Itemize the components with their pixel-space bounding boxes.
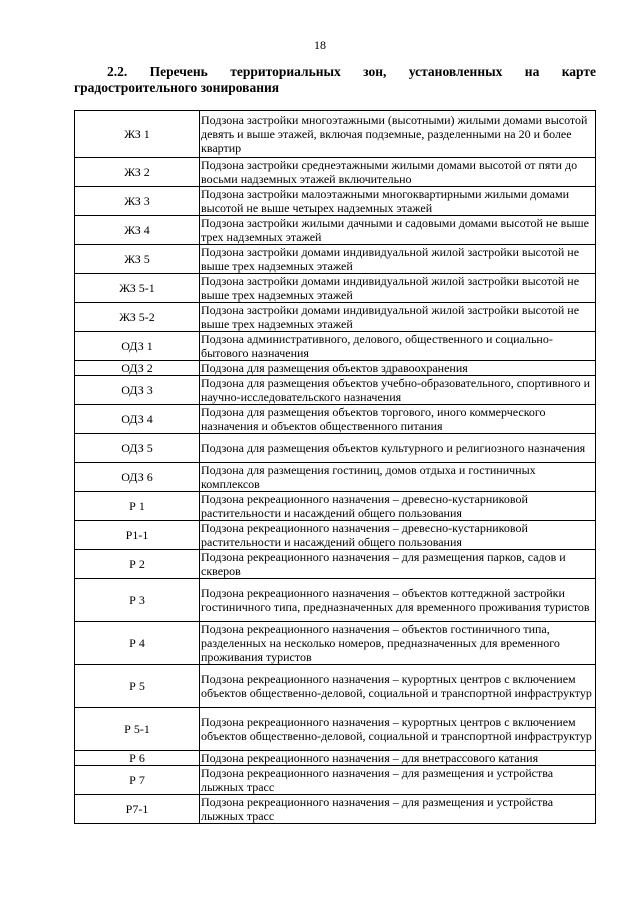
zone-description-cell: Подзона рекреационного назначения – для размещения и устройства лыжных трасс <box>200 795 596 824</box>
heading-line-1 <box>74 64 596 80</box>
table-row <box>75 622 596 665</box>
table-row <box>75 332 596 361</box>
zone-description-cell: Подзона рекреационного назначения – древесно-кустарниковой растительности и насаждений общего пользования <box>200 521 596 550</box>
zone-description-cell: Подзона рекреационного назначения – курортных центров с включением объектов общественно-деловой, социальной и транспортной инфраструктур <box>200 708 596 751</box>
table-row <box>75 434 596 463</box>
zone-code-cell: ЖЗ 5-2 <box>75 303 200 332</box>
zone-code-cell: Р 7 <box>75 766 200 795</box>
zone-code-cell: Р 3 <box>75 579 200 622</box>
zone-code-cell: ЖЗ 1 <box>75 111 200 158</box>
zone-code-cell: ОДЗ 3 <box>75 376 200 405</box>
zone-description-cell: Подзона для размещения объектов культурного и религиозного назначения <box>200 434 596 463</box>
table-row <box>75 795 596 824</box>
table-row <box>75 274 596 303</box>
zone-description-cell: Подзона рекреационного назначения – объектов гостиничного типа, разделенных на несколько номеров, предназначенных для временного проживания туристов <box>200 622 596 665</box>
table-row <box>75 361 596 376</box>
table-row <box>75 579 596 622</box>
table-row <box>75 521 596 550</box>
zone-description-cell: Подзона для размещения объектов здравоохранения <box>200 361 596 376</box>
zone-description-cell: Подзона административного, делового, общественного и социально-бытового назначения <box>200 332 596 361</box>
table-row <box>75 405 596 434</box>
heading-word: Перечень <box>149 64 208 79</box>
zone-code-cell: ОДЗ 2 <box>75 361 200 376</box>
zone-description-cell: Подзона для размещения гостиниц, домов отдыха и гостиничных комплексов <box>200 463 596 492</box>
zone-description-cell: Подзона рекреационного назначения – для внетрассового катания <box>200 751 596 766</box>
table-row <box>75 751 596 766</box>
zone-description-cell: Подзона для размещения объектов торгового, иного коммерческого назначения и объектов общественного питания <box>200 405 596 434</box>
zone-code-cell: Р 5-1 <box>75 708 200 751</box>
zone-description-cell: Подзона застройки домами индивидуальной жилой застройки высотой не выше трех надземных этажей <box>200 274 596 303</box>
table-row <box>75 216 596 245</box>
heading-word: 2.2. <box>107 64 128 79</box>
heading-line-2: градостроительного зонирования <box>74 80 280 95</box>
zone-code-cell: Р7-1 <box>75 795 200 824</box>
zone-description-cell: Подзона рекреационного назначения – для размещения и устройства лыжных трасс <box>200 766 596 795</box>
heading-word: зон, <box>363 64 387 79</box>
zone-code-cell: ЖЗ 5-1 <box>75 274 200 303</box>
zone-description-cell: Подзона застройки домами индивидуальной жилой застройки высотой не выше трех надземных этажей <box>200 303 596 332</box>
zone-code-cell: ЖЗ 5 <box>75 245 200 274</box>
table-row <box>75 303 596 332</box>
table-row <box>75 665 596 708</box>
table-row <box>75 708 596 751</box>
section-heading <box>74 64 596 96</box>
zone-description-cell: Подзона застройки многоэтажными (высотными) жилыми домами высотой девять и выше этажей, включая подземные, разделенными на 20 и более квартир <box>200 111 596 158</box>
table-row <box>75 187 596 216</box>
zone-description-cell: Подзона рекреационного назначения – объектов коттеджной застройки гостиничного типа, предназначенных для временного проживания туристов <box>200 579 596 622</box>
zone-description-cell: Подзона застройки малоэтажными многоквартирными жилыми домами высотой не выше четырех надземных этажей <box>200 187 596 216</box>
table-row <box>75 245 596 274</box>
zone-code-cell: Р 5 <box>75 665 200 708</box>
zone-code-cell: ОДЗ 1 <box>75 332 200 361</box>
zones-table <box>74 110 596 824</box>
zone-code-cell: ЖЗ 3 <box>75 187 200 216</box>
page-number: 18 <box>314 38 326 52</box>
zone-code-cell: Р 2 <box>75 550 200 579</box>
heading-word: территориальных <box>230 64 341 79</box>
zone-code-cell: Р 4 <box>75 622 200 665</box>
zone-description-cell: Подзона застройки жилыми дачными и садовыми домами высотой не выше трех надземных этажей <box>200 216 596 245</box>
zone-code-cell: Р 1 <box>75 492 200 521</box>
zone-description-cell: Подзона застройки домами индивидуальной жилой застройки высотой не выше трех надземных этажей <box>200 245 596 274</box>
table-row <box>75 463 596 492</box>
table-row <box>75 766 596 795</box>
heading-word: установленных <box>408 64 503 79</box>
zone-code-cell: ЖЗ 2 <box>75 158 200 187</box>
table-row <box>75 376 596 405</box>
zone-code-cell: Р1-1 <box>75 521 200 550</box>
table-row <box>75 158 596 187</box>
zone-code-cell: ОДЗ 4 <box>75 405 200 434</box>
zone-code-cell: ЖЗ 4 <box>75 216 200 245</box>
table-row <box>75 550 596 579</box>
heading-word: на <box>524 64 540 79</box>
zone-code-cell: ОДЗ 5 <box>75 434 200 463</box>
zone-description-cell: Подзона рекреационного назначения – древесно-кустарниковой растительности и насаждений общего пользования <box>200 492 596 521</box>
heading-word: карте <box>561 64 596 79</box>
zone-description-cell: Подзона рекреационного назначения – курортных центров с включением объектов общественно-деловой, социальной и транспортной инфраструктур <box>200 665 596 708</box>
zone-description-cell: Подзона застройки среднеэтажными жилыми домами высотой от пяти до восьми надземных этажей включительно <box>200 158 596 187</box>
table-row <box>75 492 596 521</box>
table-row <box>75 111 596 158</box>
zone-code-cell: Р 6 <box>75 751 200 766</box>
zone-description-cell: Подзона рекреационного назначения – для размещения парков, садов и скверов <box>200 550 596 579</box>
zones-table-body <box>75 111 596 824</box>
zone-code-cell: ОДЗ 6 <box>75 463 200 492</box>
zone-description-cell: Подзона для размещения объектов учебно-образовательного, спортивного и научно-исследовательского назначения <box>200 376 596 405</box>
